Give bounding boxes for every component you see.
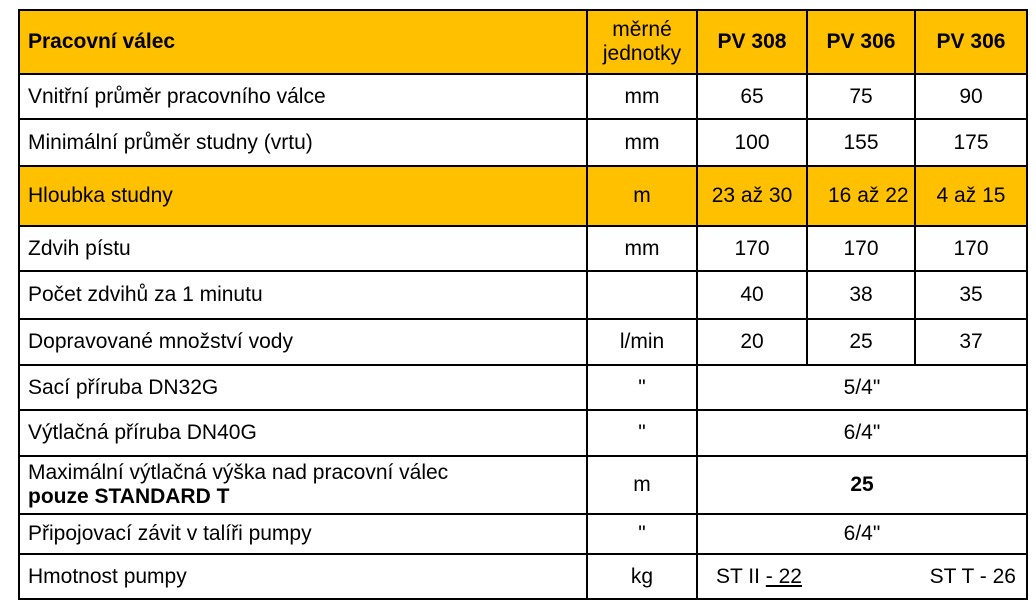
row-label: Výtlačná příruba DN40G bbox=[19, 410, 587, 456]
row-value: 170 bbox=[915, 226, 1027, 271]
model-header-1: PV 308 bbox=[697, 10, 807, 74]
row-connection-thread bbox=[19, 514, 1027, 554]
row-unit: m bbox=[587, 166, 697, 226]
row-label: Zdvih pístu bbox=[19, 226, 587, 271]
row-discharge-flange bbox=[19, 410, 1027, 456]
table-title: Pracovní válec bbox=[19, 10, 587, 74]
row-value: 170 bbox=[807, 226, 915, 271]
row-suction-flange bbox=[19, 365, 1027, 410]
model-header-2: PV 306 bbox=[807, 10, 915, 74]
model-header-3: PV 306 bbox=[915, 10, 1027, 74]
row-label: Hloubka studny bbox=[19, 166, 587, 226]
row-label-note: pouze STANDARD T bbox=[28, 485, 230, 508]
row-value bbox=[697, 554, 1027, 599]
weight-st-ii: ST II - 22 bbox=[716, 564, 802, 588]
row-label: Vnitřní průměr pracovního válce bbox=[19, 74, 587, 119]
row-label: Dopravované množství vody bbox=[19, 319, 587, 365]
row-value: 170 bbox=[697, 226, 807, 271]
row-label: Sací příruba DN32G bbox=[19, 365, 587, 410]
row-value: 5/4" bbox=[697, 365, 1027, 410]
row-unit: mm bbox=[587, 119, 697, 166]
row-label: Počet zdvihů za 1 minutu bbox=[19, 271, 587, 319]
row-value: 37 bbox=[915, 319, 1027, 365]
row-label: Připojovací závit v talíři pumpy bbox=[19, 514, 587, 554]
row-pump-weight bbox=[19, 554, 1027, 599]
row-value: 75 bbox=[807, 74, 915, 119]
row-value: 65 bbox=[697, 74, 807, 119]
row-value: 25 bbox=[697, 456, 1027, 514]
row-value: 155 bbox=[807, 119, 915, 166]
row-unit: " bbox=[587, 514, 697, 554]
row-label: Minimální průměr studny (vrtu) bbox=[19, 119, 587, 166]
row-unit: kg bbox=[587, 554, 697, 599]
row-unit: " bbox=[587, 365, 697, 410]
row-value: 100 bbox=[697, 119, 807, 166]
row-value: 16 až 22 bbox=[807, 166, 915, 226]
row-well-depth bbox=[19, 166, 1027, 226]
row-value: 40 bbox=[697, 271, 807, 319]
row-value: 6/4" bbox=[697, 514, 1027, 554]
row-value: 23 až 30 bbox=[697, 166, 807, 226]
row-value: 4 až 15 bbox=[915, 166, 1027, 226]
row-value: 38 bbox=[807, 271, 915, 319]
row-value: 6/4" bbox=[697, 410, 1027, 456]
row-value: 25 bbox=[807, 319, 915, 365]
row-label-line1: Maximální výtlačná výška nad pracovní válec bbox=[28, 461, 449, 484]
row-piston-stroke bbox=[19, 226, 1027, 271]
row-label bbox=[19, 456, 587, 514]
weight-st-t: ST T - 26 bbox=[929, 564, 1016, 588]
row-min-well-diameter bbox=[19, 119, 1027, 166]
row-value: 90 bbox=[915, 74, 1027, 119]
header-row bbox=[19, 10, 1027, 74]
row-unit: " bbox=[587, 410, 697, 456]
row-unit: l/min bbox=[587, 319, 697, 365]
row-value: 20 bbox=[697, 319, 807, 365]
row-value: 175 bbox=[915, 119, 1027, 166]
row-value: 35 bbox=[915, 271, 1027, 319]
row-unit: mm bbox=[587, 226, 697, 271]
row-water-delivered bbox=[19, 319, 1027, 365]
row-label: Hmotnost pumpy bbox=[19, 554, 587, 599]
row-unit: mm bbox=[587, 74, 697, 119]
specification-table bbox=[18, 9, 1028, 600]
row-unit bbox=[587, 271, 697, 319]
unit-header: měrné jednotky bbox=[587, 10, 697, 74]
weight-values bbox=[698, 565, 1026, 589]
row-unit: m bbox=[587, 456, 697, 514]
row-inner-diameter bbox=[19, 74, 1027, 119]
row-strokes-per-minute bbox=[19, 271, 1027, 319]
row-max-head bbox=[19, 456, 1027, 514]
